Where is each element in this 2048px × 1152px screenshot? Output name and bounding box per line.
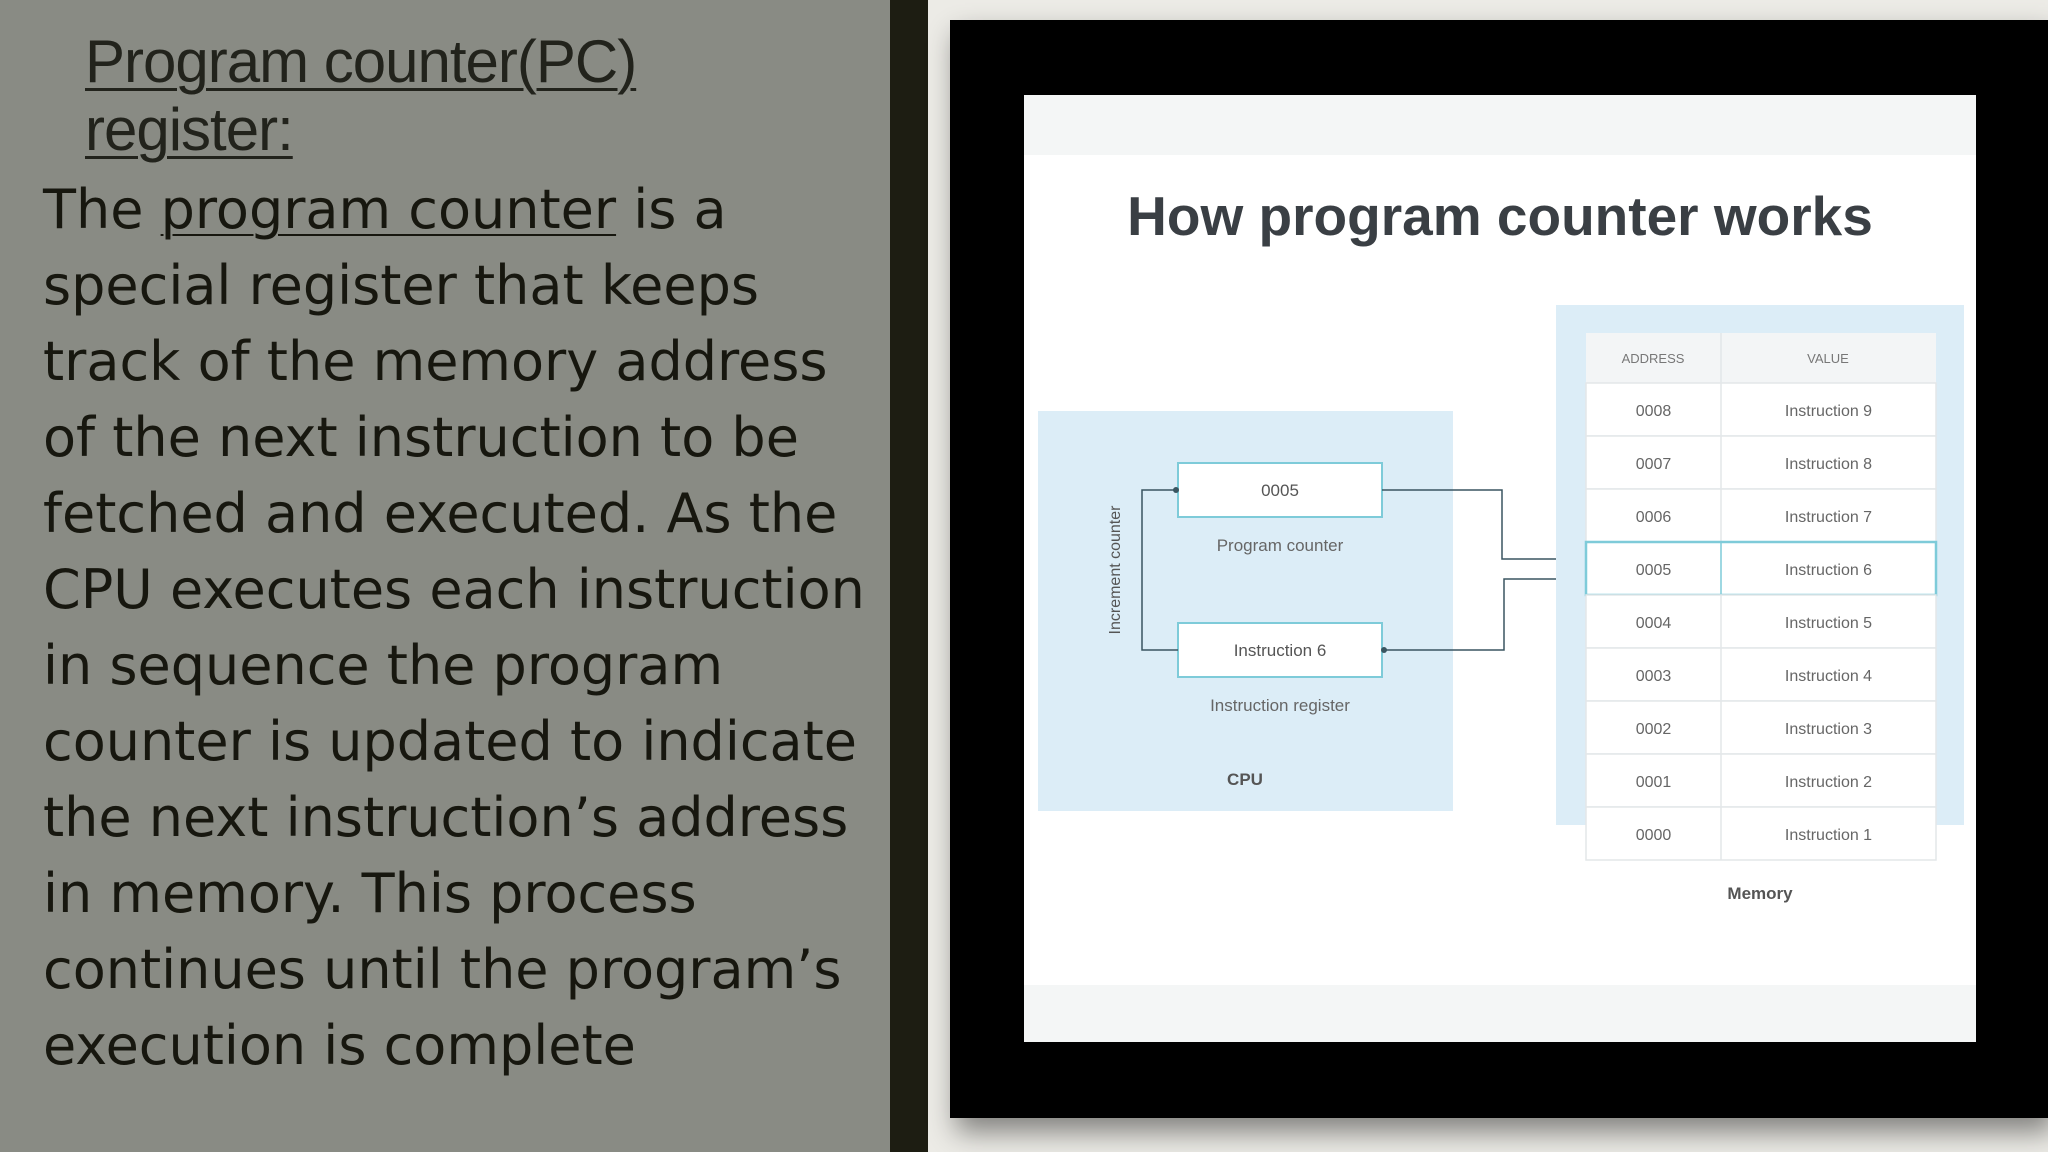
memory-header-value: VALUE — [1807, 351, 1849, 366]
memory-row — [1586, 648, 1936, 701]
memory-address: 0008 — [1635, 403, 1672, 420]
memory-row — [1586, 701, 1936, 754]
diagram-picture — [1024, 95, 1976, 1042]
memory-row — [1586, 436, 1936, 489]
panel-divider — [890, 0, 928, 1152]
memory-value: Instruction 4 — [1784, 668, 1873, 685]
increment-counter-label: Increment counter — [1107, 505, 1124, 635]
memory-label: Memory — [1727, 884, 1793, 903]
diagram-top-band — [1024, 95, 1976, 155]
memory-address: 0001 — [1635, 774, 1672, 791]
diagram-bottom-band — [1024, 985, 1976, 1042]
memory-address: 0003 — [1635, 668, 1672, 685]
connector-arrow-ir — [1381, 647, 1387, 653]
instruction-register-label: Instruction register — [1210, 696, 1350, 715]
memory-address: 0006 — [1635, 509, 1672, 526]
memory-address: 0002 — [1635, 721, 1672, 738]
memory-rows — [1586, 383, 1936, 860]
body-rest: is a special register that keeps track of the memory address of the next instruction to be fetched and executed. As the CPU executes each instruction in sequence the program counter is updated to indicate the next instruction’s address in memory. This process continues until the program’s execution is complete — [43, 178, 865, 1077]
program-counter-value: 0005 — [1261, 481, 1299, 500]
slide-body-text — [43, 172, 873, 1084]
memory-value: Instruction 3 — [1784, 721, 1873, 738]
memory-value: Instruction 1 — [1784, 827, 1873, 844]
program-counter-label: Program counter — [1216, 536, 1344, 555]
memory-value: Instruction 2 — [1784, 774, 1873, 791]
instruction-register-value: Instruction 6 — [1233, 641, 1327, 660]
memory-address: 0000 — [1635, 827, 1672, 844]
memory-value: Instruction 6 — [1784, 562, 1873, 579]
memory-value: Instruction 5 — [1784, 615, 1873, 632]
increment-arrow-head — [1173, 487, 1179, 493]
body-lead: The — [43, 178, 144, 241]
memory-row — [1586, 542, 1936, 595]
memory-address: 0007 — [1635, 456, 1672, 473]
memory-row — [1586, 383, 1936, 436]
diagram-title: How program counter works — [1127, 185, 1873, 247]
slide-title: Program counter(PC) register: — [85, 28, 637, 163]
memory-row — [1586, 754, 1936, 807]
memory-row — [1586, 807, 1936, 860]
memory-row — [1586, 489, 1936, 542]
program-counter-link[interactable]: program counter — [160, 178, 617, 241]
memory-address: 0005 — [1635, 562, 1672, 579]
memory-row — [1586, 595, 1936, 648]
memory-value: Instruction 8 — [1784, 456, 1873, 473]
memory-header-address: ADDRESS — [1621, 351, 1685, 366]
memory-value: Instruction 7 — [1784, 509, 1873, 526]
cpu-label: CPU — [1227, 770, 1263, 789]
memory-value: Instruction 9 — [1784, 403, 1873, 420]
memory-address: 0004 — [1635, 615, 1672, 632]
